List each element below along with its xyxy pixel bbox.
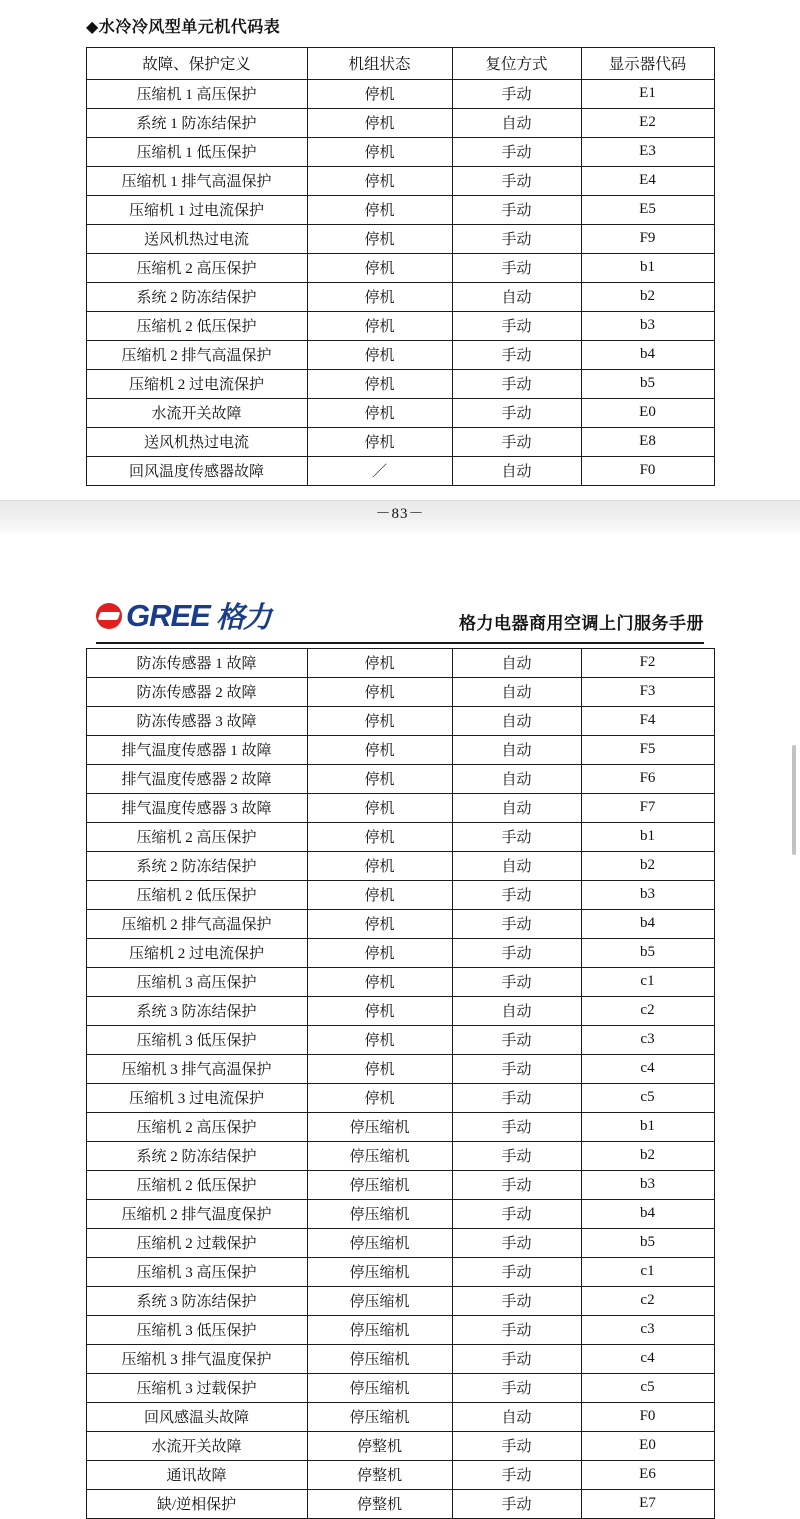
- cell-reset-mode: 手动: [452, 254, 581, 283]
- cell-reset-mode: 手动: [452, 312, 581, 341]
- cell-reset-mode: 手动: [452, 1316, 581, 1345]
- cell-definition: 压缩机 2 过电流保护: [86, 370, 307, 399]
- cell-reset-mode: 手动: [452, 167, 581, 196]
- cell-unit-state: 停机: [307, 1026, 452, 1055]
- cell-display-code: E6: [581, 1461, 714, 1490]
- cell-unit-state: 停机: [307, 939, 452, 968]
- cell-definition: 压缩机 3 过电流保护: [86, 1084, 307, 1113]
- cell-definition: 通讯故障: [86, 1461, 307, 1490]
- cell-unit-state: 停机: [307, 1055, 452, 1084]
- table-row: [86, 910, 714, 939]
- cell-definition: 排气温度传感器 3 故障: [86, 794, 307, 823]
- cell-definition: 压缩机 1 低压保护: [86, 138, 307, 167]
- gree-logo-icon: [96, 603, 122, 629]
- cell-display-code: E5: [581, 196, 714, 225]
- cell-definition: 防冻传感器 2 故障: [86, 678, 307, 707]
- cell-unit-state: ／: [307, 457, 452, 486]
- cell-unit-state: 停机: [307, 370, 452, 399]
- cell-reset-mode: 手动: [452, 341, 581, 370]
- cell-reset-mode: 自动: [452, 997, 581, 1026]
- cell-unit-state: 停机: [307, 910, 452, 939]
- table-row: [86, 1432, 714, 1461]
- gree-logo-text: GREE: [126, 597, 210, 633]
- cell-reset-mode: 手动: [452, 1229, 581, 1258]
- cell-display-code: c4: [581, 1055, 714, 1084]
- cell-definition: 排气温度传感器 1 故障: [86, 736, 307, 765]
- header-divider: [96, 642, 704, 644]
- cell-display-code: F0: [581, 457, 714, 486]
- cell-display-code: b3: [581, 881, 714, 910]
- table-row: [86, 167, 714, 196]
- cell-display-code: E0: [581, 1432, 714, 1461]
- cell-unit-state: 停整机: [307, 1490, 452, 1519]
- cell-definition: 压缩机 3 低压保护: [86, 1026, 307, 1055]
- cell-reset-mode: 手动: [452, 881, 581, 910]
- cell-reset-mode: 自动: [452, 1403, 581, 1432]
- cell-display-code: c5: [581, 1084, 714, 1113]
- cell-reset-mode: 手动: [452, 399, 581, 428]
- cell-display-code: F0: [581, 1403, 714, 1432]
- page-title: ◆水冷冷风型单元机代码表: [86, 19, 281, 36]
- table-row: [86, 1287, 714, 1316]
- cell-definition: 压缩机 3 过载保护: [86, 1374, 307, 1403]
- cell-definition: 系统 3 防冻结保护: [86, 1287, 307, 1316]
- table-row: [86, 138, 714, 167]
- cell-display-code: b4: [581, 341, 714, 370]
- table-header-row: [86, 48, 714, 80]
- cell-display-code: b3: [581, 1171, 714, 1200]
- cell-reset-mode: 自动: [452, 457, 581, 486]
- cell-reset-mode: 自动: [452, 109, 581, 138]
- table-row: [86, 341, 714, 370]
- cell-unit-state: 停机: [307, 736, 452, 765]
- cell-display-code: b2: [581, 1142, 714, 1171]
- cell-unit-state: 停压缩机: [307, 1258, 452, 1287]
- cell-display-code: E8: [581, 428, 714, 457]
- cell-display-code: b1: [581, 823, 714, 852]
- cell-display-code: E4: [581, 167, 714, 196]
- cell-display-code: F9: [581, 225, 714, 254]
- cell-display-code: b4: [581, 910, 714, 939]
- cell-definition: 排气温度传感器 2 故障: [86, 765, 307, 794]
- table-row: [86, 225, 714, 254]
- cell-unit-state: 停压缩机: [307, 1229, 452, 1258]
- document-page-one: [0, 0, 800, 522]
- cell-unit-state: 停机: [307, 678, 452, 707]
- table-row: [86, 254, 714, 283]
- cell-definition: 系统 2 防冻结保护: [86, 1142, 307, 1171]
- cell-display-code: E1: [581, 80, 714, 109]
- cell-display-code: b5: [581, 939, 714, 968]
- cell-definition: 压缩机 2 过载保护: [86, 1229, 307, 1258]
- table-row: [86, 109, 714, 138]
- table-row: [86, 196, 714, 225]
- cell-reset-mode: 自动: [452, 707, 581, 736]
- cell-display-code: b2: [581, 852, 714, 881]
- table-row: [86, 649, 714, 678]
- cell-definition: 压缩机 1 排气高温保护: [86, 167, 307, 196]
- table-row: [86, 736, 714, 765]
- manual-title: 格力电器商用空调上门服务手册: [459, 614, 704, 633]
- cell-display-code: b1: [581, 254, 714, 283]
- cell-reset-mode: 手动: [452, 80, 581, 109]
- cell-unit-state: 停机: [307, 283, 452, 312]
- cell-display-code: c5: [581, 1374, 714, 1403]
- cell-unit-state: 停压缩机: [307, 1142, 452, 1171]
- cell-definition: 压缩机 3 排气温度保护: [86, 1345, 307, 1374]
- cell-reset-mode: 手动: [452, 1171, 581, 1200]
- cell-unit-state: 停整机: [307, 1461, 452, 1490]
- cell-unit-state: 停机: [307, 167, 452, 196]
- cell-reset-mode: 手动: [452, 968, 581, 997]
- cell-unit-state: 停机: [307, 341, 452, 370]
- cell-display-code: c3: [581, 1316, 714, 1345]
- cell-reset-mode: 自动: [452, 794, 581, 823]
- cell-reset-mode: 手动: [452, 939, 581, 968]
- cell-reset-mode: 手动: [452, 1490, 581, 1519]
- cell-display-code: b2: [581, 283, 714, 312]
- cell-unit-state: 停机: [307, 312, 452, 341]
- column-header-display-code: 显示器代码: [581, 48, 714, 80]
- cell-display-code: F3: [581, 678, 714, 707]
- cell-display-code: c2: [581, 1287, 714, 1316]
- cell-unit-state: 停机: [307, 109, 452, 138]
- cell-definition: 压缩机 2 排气温度保护: [86, 1200, 307, 1229]
- table-row: [86, 428, 714, 457]
- scrollbar-thumb[interactable]: [792, 745, 796, 855]
- cell-definition: 系统 2 防冻结保护: [86, 852, 307, 881]
- cell-reset-mode: 手动: [452, 823, 581, 852]
- cell-unit-state: 停压缩机: [307, 1200, 452, 1229]
- cell-unit-state: 停整机: [307, 1432, 452, 1461]
- cell-display-code: E7: [581, 1490, 714, 1519]
- cell-unit-state: 停压缩机: [307, 1316, 452, 1345]
- column-header-definition: 故障、保护定义: [86, 48, 307, 80]
- table-row: [86, 678, 714, 707]
- cell-definition: 回风温度传感器故障: [86, 457, 307, 486]
- cell-reset-mode: 手动: [452, 370, 581, 399]
- cell-definition: 压缩机 2 高压保护: [86, 254, 307, 283]
- gree-logo-chinese: 格力: [215, 602, 270, 634]
- cell-definition: 防冻传感器 1 故障: [86, 649, 307, 678]
- cell-definition: 压缩机 3 高压保护: [86, 1258, 307, 1287]
- cell-definition: 压缩机 2 过电流保护: [86, 939, 307, 968]
- cell-reset-mode: 手动: [452, 1432, 581, 1461]
- page-number: －83－: [375, 506, 425, 522]
- cell-display-code: b3: [581, 312, 714, 341]
- table-row: [86, 881, 714, 910]
- cell-reset-mode: 手动: [452, 1374, 581, 1403]
- column-header-unit-state: 机组状态: [307, 48, 452, 80]
- table-row: [86, 1258, 714, 1287]
- table-row: [86, 1171, 714, 1200]
- table-row: [86, 707, 714, 736]
- cell-definition: 水流开关故障: [86, 399, 307, 428]
- cell-unit-state: 停压缩机: [307, 1345, 452, 1374]
- cell-definition: 压缩机 2 排气高温保护: [86, 910, 307, 939]
- cell-display-code: E2: [581, 109, 714, 138]
- cell-display-code: E3: [581, 138, 714, 167]
- fault-code-table-two: [86, 648, 715, 1519]
- cell-display-code: F5: [581, 736, 714, 765]
- table-row: [86, 1055, 714, 1084]
- cell-definition: 防冻传感器 3 故障: [86, 707, 307, 736]
- cell-display-code: E0: [581, 399, 714, 428]
- gree-logo: [96, 595, 270, 636]
- table-row: [86, 1113, 714, 1142]
- cell-display-code: b5: [581, 1229, 714, 1258]
- cell-definition: 压缩机 2 低压保护: [86, 1171, 307, 1200]
- cell-display-code: b1: [581, 1113, 714, 1142]
- cell-display-code: b5: [581, 370, 714, 399]
- cell-unit-state: 停压缩机: [307, 1171, 452, 1200]
- cell-unit-state: 停机: [307, 138, 452, 167]
- cell-unit-state: 停压缩机: [307, 1374, 452, 1403]
- cell-unit-state: 停压缩机: [307, 1287, 452, 1316]
- cell-definition: 压缩机 3 排气高温保护: [86, 1055, 307, 1084]
- cell-definition: 系统 2 防冻结保护: [86, 283, 307, 312]
- cell-unit-state: 停压缩机: [307, 1113, 452, 1142]
- cell-reset-mode: 手动: [452, 225, 581, 254]
- cell-definition: 送风机热过电流: [86, 225, 307, 254]
- cell-reset-mode: 自动: [452, 649, 581, 678]
- cell-reset-mode: 自动: [452, 678, 581, 707]
- cell-display-code: c1: [581, 968, 714, 997]
- cell-reset-mode: 手动: [452, 428, 581, 457]
- cell-definition: 送风机热过电流: [86, 428, 307, 457]
- cell-unit-state: 停机: [307, 794, 452, 823]
- cell-unit-state: 停机: [307, 881, 452, 910]
- table-row: [86, 1316, 714, 1345]
- cell-unit-state: 停机: [307, 823, 452, 852]
- cell-unit-state: 停机: [307, 707, 452, 736]
- cell-reset-mode: 手动: [452, 1055, 581, 1084]
- table-row: [86, 939, 714, 968]
- table-row: [86, 312, 714, 341]
- cell-reset-mode: 手动: [452, 1345, 581, 1374]
- fault-code-table-one: [86, 47, 715, 486]
- table-row: [86, 765, 714, 794]
- table-row: [86, 80, 714, 109]
- table-row: [86, 399, 714, 428]
- cell-reset-mode: 手动: [452, 1461, 581, 1490]
- cell-definition: 压缩机 1 过电流保护: [86, 196, 307, 225]
- column-header-reset-mode: 复位方式: [452, 48, 581, 80]
- cell-definition: 压缩机 2 高压保护: [86, 823, 307, 852]
- cell-reset-mode: 手动: [452, 910, 581, 939]
- table-row: [86, 823, 714, 852]
- cell-display-code: F4: [581, 707, 714, 736]
- cell-unit-state: 停机: [307, 997, 452, 1026]
- cell-reset-mode: 手动: [452, 1084, 581, 1113]
- cell-reset-mode: 手动: [452, 1200, 581, 1229]
- table-row: [86, 1084, 714, 1113]
- table-row: [86, 1461, 714, 1490]
- cell-unit-state: 停机: [307, 399, 452, 428]
- cell-display-code: c2: [581, 997, 714, 1026]
- cell-definition: 压缩机 3 高压保护: [86, 968, 307, 997]
- cell-reset-mode: 手动: [452, 1113, 581, 1142]
- cell-display-code: c3: [581, 1026, 714, 1055]
- table-row: [86, 1026, 714, 1055]
- cell-definition: 压缩机 2 排气高温保护: [86, 341, 307, 370]
- table-row: [86, 1142, 714, 1171]
- table-row: [86, 997, 714, 1026]
- cell-reset-mode: 手动: [452, 1287, 581, 1316]
- cell-definition: 回风感温头故障: [86, 1403, 307, 1432]
- cell-definition: 压缩机 2 低压保护: [86, 312, 307, 341]
- cell-display-code: F7: [581, 794, 714, 823]
- table-row: [86, 852, 714, 881]
- cell-unit-state: 停机: [307, 649, 452, 678]
- cell-display-code: F2: [581, 649, 714, 678]
- table-row: [86, 968, 714, 997]
- cell-unit-state: 停机: [307, 225, 452, 254]
- cell-definition: 系统 3 防冻结保护: [86, 997, 307, 1026]
- table-row: [86, 1490, 714, 1519]
- cell-unit-state: 停机: [307, 80, 452, 109]
- table-row: [86, 1200, 714, 1229]
- cell-definition: 压缩机 2 低压保护: [86, 881, 307, 910]
- cell-reset-mode: 自动: [452, 765, 581, 794]
- cell-reset-mode: 手动: [452, 138, 581, 167]
- cell-definition: 缺/逆相保护: [86, 1490, 307, 1519]
- cell-reset-mode: 自动: [452, 852, 581, 881]
- cell-reset-mode: 手动: [452, 1258, 581, 1287]
- cell-reset-mode: 手动: [452, 1142, 581, 1171]
- table-body-two: [86, 649, 714, 1519]
- cell-display-code: c1: [581, 1258, 714, 1287]
- cell-unit-state: 停机: [307, 852, 452, 881]
- cell-reset-mode: 手动: [452, 1026, 581, 1055]
- cell-reset-mode: 自动: [452, 736, 581, 765]
- cell-display-code: F6: [581, 765, 714, 794]
- table-row: [86, 283, 714, 312]
- cell-display-code: c4: [581, 1345, 714, 1374]
- table-row: [86, 794, 714, 823]
- cell-unit-state: 停机: [307, 428, 452, 457]
- cell-definition: 压缩机 3 低压保护: [86, 1316, 307, 1345]
- cell-reset-mode: 自动: [452, 283, 581, 312]
- table-row: [86, 1345, 714, 1374]
- cell-definition: 压缩机 1 高压保护: [86, 80, 307, 109]
- cell-unit-state: 停机: [307, 968, 452, 997]
- cell-definition: 压缩机 2 高压保护: [86, 1113, 307, 1142]
- cell-unit-state: 停机: [307, 196, 452, 225]
- cell-unit-state: 停机: [307, 1084, 452, 1113]
- page-header: [96, 595, 704, 642]
- cell-reset-mode: 手动: [452, 196, 581, 225]
- cell-definition: 水流开关故障: [86, 1432, 307, 1461]
- document-page-two: [0, 595, 800, 1519]
- table-row: [86, 1403, 714, 1432]
- table-body-one: [86, 80, 714, 486]
- table-row: [86, 370, 714, 399]
- cell-display-code: b4: [581, 1200, 714, 1229]
- cell-definition: 系统 1 防冻结保护: [86, 109, 307, 138]
- table-row: [86, 457, 714, 486]
- cell-unit-state: 停机: [307, 765, 452, 794]
- table-row: [86, 1229, 714, 1258]
- cell-unit-state: 停机: [307, 254, 452, 283]
- cell-unit-state: 停压缩机: [307, 1403, 452, 1432]
